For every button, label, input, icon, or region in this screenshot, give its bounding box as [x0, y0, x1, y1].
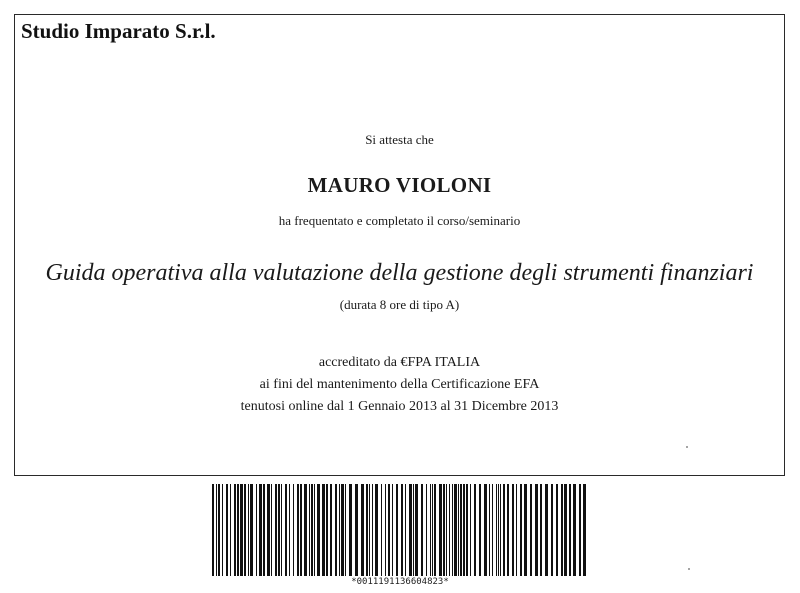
barcode-bar	[244, 484, 246, 576]
barcode-bar	[556, 484, 558, 576]
barcode-bar	[564, 484, 567, 576]
barcode-bar	[479, 484, 481, 576]
barcode-bar	[430, 484, 431, 576]
barcode-bar	[470, 484, 471, 576]
barcode-bar	[551, 484, 553, 576]
certificate-frame	[14, 14, 785, 476]
barcode-bar	[326, 484, 328, 576]
barcode-bar	[409, 484, 412, 576]
barcode-bar	[381, 484, 382, 576]
barcode-bar	[520, 484, 522, 576]
barcode-bar	[401, 484, 403, 576]
barcode-bar	[573, 484, 576, 576]
barcode-bar	[458, 484, 459, 576]
barcode-bar	[512, 484, 514, 576]
course-period-line: tenutosi online dal 1 Gennaio 2013 al 31 Dicembre 2013	[240, 399, 559, 414]
barcode-bar	[361, 484, 364, 576]
barcode-bar	[222, 484, 223, 576]
accreditation-line: accreditato da €FPA ITALIA	[318, 355, 481, 370]
barcode-bar	[263, 484, 265, 576]
barcode-bar	[267, 484, 270, 576]
barcode-bar	[285, 484, 287, 576]
barcode-bar	[439, 484, 442, 576]
barcode-bar	[314, 484, 315, 576]
barcode-bar	[218, 484, 220, 576]
barcode-bar	[278, 484, 280, 576]
scan-speck	[686, 446, 688, 448]
barcode-bar	[452, 484, 453, 576]
barcode-bar	[330, 484, 332, 576]
barcode-bar	[341, 484, 344, 576]
barcode-bar	[339, 484, 340, 576]
barcode-bar	[300, 484, 302, 576]
barcode-bar	[281, 484, 282, 576]
barcode-bar	[579, 484, 581, 576]
barcode-bar	[396, 484, 398, 576]
barcode-bar	[234, 484, 236, 576]
barcode-bar	[311, 484, 313, 576]
barcode-bar	[540, 484, 542, 576]
barcode-bar	[375, 484, 378, 576]
recipient-name: MAURO VIOLONI	[307, 173, 492, 197]
barcode-bar	[466, 484, 468, 576]
barcode-bar	[489, 484, 490, 576]
barcode-bar	[507, 484, 509, 576]
barcode-bar	[250, 484, 253, 576]
barcode-bar	[372, 484, 373, 576]
barcode-bar	[317, 484, 320, 576]
barcode-bar	[335, 484, 337, 576]
barcode-bar	[297, 484, 299, 576]
barcode-bar	[293, 484, 294, 576]
barcode-bar	[496, 484, 497, 576]
barcode-bar	[503, 484, 505, 576]
attest-text: Si attesta che	[365, 132, 434, 147]
barcode-bar	[369, 484, 370, 576]
barcode-bar	[271, 484, 272, 576]
course-duration: (durata 8 ore di tipo A)	[339, 297, 460, 312]
barcode-bar	[345, 484, 346, 576]
barcode-bar	[237, 484, 239, 576]
barcode-bar	[248, 484, 249, 576]
barcode-bar	[405, 484, 406, 576]
barcode-bar	[226, 484, 228, 576]
barcode-bar	[304, 484, 307, 576]
barcode-bar	[530, 484, 532, 576]
barcode-bar	[434, 484, 436, 576]
barcode-bar	[413, 484, 414, 576]
barcode-bar	[309, 484, 310, 576]
barcode-number: *0011191136604823*	[351, 577, 449, 587]
barcode-bar	[366, 484, 368, 576]
barcode-bar	[432, 484, 433, 576]
barcode-bar	[524, 484, 527, 576]
barcode-bar	[492, 484, 493, 576]
barcode-bar	[289, 484, 290, 576]
completion-text: ha frequentato e completato il corso/seminario	[278, 213, 521, 228]
barcode-bar	[385, 484, 386, 576]
barcode-bar	[569, 484, 571, 576]
barcode-bar	[415, 484, 418, 576]
barcode-bar	[463, 484, 465, 576]
barcode	[212, 484, 588, 587]
barcode-bar	[421, 484, 423, 576]
barcode-bar	[349, 484, 352, 576]
certification-purpose-line: ai fini del mantenimento della Certificazione EFA	[259, 377, 540, 392]
barcode-bar	[259, 484, 262, 576]
barcode-bar	[500, 484, 501, 576]
organization-name: Studio Imparato S.r.l.	[21, 19, 216, 43]
barcode-bar	[535, 484, 538, 576]
barcode-bar	[561, 484, 563, 576]
barcode-bar	[426, 484, 427, 576]
barcode-bar	[216, 484, 217, 576]
barcode-bar	[275, 484, 277, 576]
barcode-bar	[474, 484, 476, 576]
course-title: Guida operativa alla valutazione della gestione degli strumenti finanziari	[45, 260, 754, 286]
barcode-bar	[388, 484, 390, 576]
barcode-bar	[230, 484, 231, 576]
barcode-bar	[322, 484, 325, 576]
barcode-bars	[212, 484, 588, 576]
barcode-bar	[392, 484, 393, 576]
barcode-bar	[446, 484, 447, 576]
barcode-bar	[583, 484, 586, 576]
barcode-bar	[212, 484, 214, 576]
barcode-bar	[484, 484, 487, 576]
barcode-bar	[454, 484, 457, 576]
barcode-bar	[545, 484, 548, 576]
barcode-bar	[498, 484, 499, 576]
barcode-bar	[443, 484, 445, 576]
barcode-bar	[516, 484, 517, 576]
barcode-bar	[449, 484, 450, 576]
barcode-bar	[240, 484, 243, 576]
barcode-bar	[460, 484, 462, 576]
barcode-bar	[256, 484, 257, 576]
barcode-bar	[355, 484, 358, 576]
scan-speck	[688, 568, 690, 570]
